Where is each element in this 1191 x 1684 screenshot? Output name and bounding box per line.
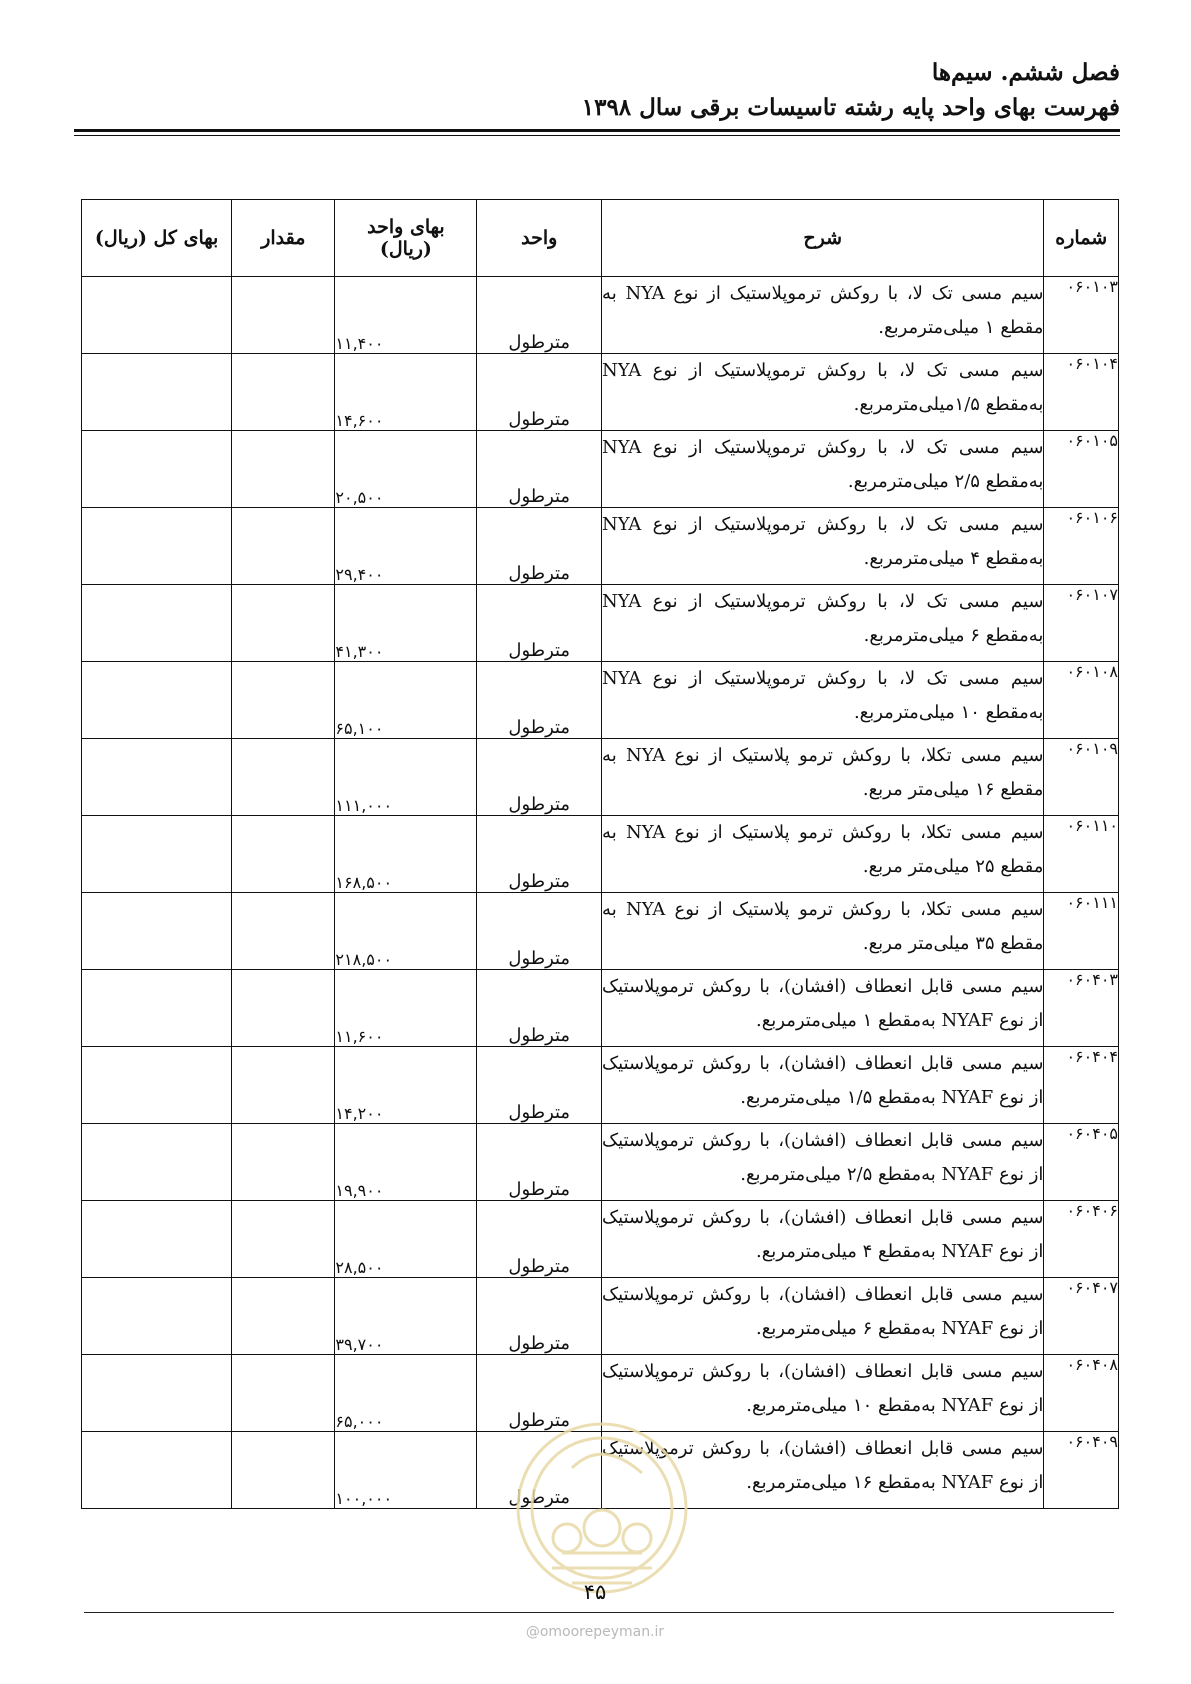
page-header — [76, 58, 1120, 124]
item-total-price — [82, 1201, 232, 1278]
item-description: سیم مسی قابل انعطاف (افشان)، با روکش ترموپلاستیک از نوع NYAF به‌مقطع ۲/۵ میلی‌مترمربع. — [602, 1124, 1044, 1201]
item-unit: مترطول — [477, 1047, 602, 1124]
item-unit: مترطول — [477, 816, 602, 893]
table-row — [82, 1124, 1119, 1201]
item-total-price — [82, 277, 232, 354]
item-quantity — [232, 739, 335, 816]
footer-rule — [84, 1612, 1114, 1613]
table-row — [82, 970, 1119, 1047]
item-description: سیم مسی تک لا، با روکش ترموپلاستیک از نوع NYA به‌مقطع ۴ میلی‌مترمربع. — [602, 508, 1044, 585]
header-code: شماره — [1044, 200, 1119, 277]
item-unit-price: ۱۶۸,۵۰۰ — [335, 816, 477, 893]
item-unit-price: ۲۱۸,۵۰۰ — [335, 893, 477, 970]
item-total-price — [82, 508, 232, 585]
item-description: سیم مسی قابل انعطاف (افشان)، با روکش ترموپلاستیک از نوع NYAF به‌مقطع ۱۶ میلی‌مترمربع. — [602, 1432, 1044, 1509]
item-code: ۰۶۰۱۱۰ — [1044, 816, 1119, 893]
item-quantity — [232, 431, 335, 508]
item-unit-price: ۲۹,۴۰۰ — [335, 508, 477, 585]
table-row — [82, 1201, 1119, 1278]
table-body — [82, 277, 1119, 1509]
item-quantity — [232, 508, 335, 585]
item-description: سیم مسی قابل انعطاف (افشان)، با روکش ترموپلاستیک از نوع NYAF به‌مقطع ۴ میلی‌مترمربع. — [602, 1201, 1044, 1278]
table-row — [82, 739, 1119, 816]
table-row — [82, 431, 1119, 508]
table-row — [82, 816, 1119, 893]
item-unit-price: ۱۴,۲۰۰ — [335, 1047, 477, 1124]
item-quantity — [232, 662, 335, 739]
website-watermark: @omoorepeyman.ir — [525, 1624, 665, 1640]
item-total-price — [82, 1124, 232, 1201]
header-rule-thick — [74, 129, 1120, 132]
item-description: سیم مسی تک لا، با روکش ترموپلاستیک از نوع NYA به‌مقطع ۲/۵ میلی‌مترمربع. — [602, 431, 1044, 508]
item-unit: مترطول — [477, 277, 602, 354]
item-quantity — [232, 354, 335, 431]
item-description: سیم مسی تکلا، با روکش ترمو پلاستیک از نوع NYA به مقطع ۳۵ میلی‌متر مربع. — [602, 893, 1044, 970]
item-unit: مترطول — [477, 1278, 602, 1355]
item-quantity — [232, 893, 335, 970]
item-unit: مترطول — [477, 970, 602, 1047]
item-code: ۰۶۰۱۱۱ — [1044, 893, 1119, 970]
chapter-title: فصل ششم. سیم‌ها — [931, 59, 1120, 86]
item-unit: مترطول — [477, 739, 602, 816]
item-code: ۰۶۰۱۰۹ — [1044, 739, 1119, 816]
document-subtitle: فهرست بهای واحد پایه رشته تاسیسات برقی سال ۱۳۹۸ — [581, 94, 1120, 121]
item-unit-price: ۱۱,۶۰۰ — [335, 970, 477, 1047]
price-table — [81, 199, 1119, 1509]
item-quantity — [232, 277, 335, 354]
table-row — [82, 585, 1119, 662]
item-code: ۰۶۰۱۰۳ — [1044, 277, 1119, 354]
item-unit-price: ۱۱۱,۰۰۰ — [335, 739, 477, 816]
item-unit-price: ۶۵,۰۰۰ — [335, 1355, 477, 1432]
item-total-price — [82, 970, 232, 1047]
table-row — [82, 277, 1119, 354]
item-code: ۰۶۰۱۰۷ — [1044, 585, 1119, 662]
item-total-price — [82, 1355, 232, 1432]
item-unit: مترطول — [477, 585, 602, 662]
item-quantity — [232, 970, 335, 1047]
item-total-price — [82, 893, 232, 970]
item-quantity — [232, 1124, 335, 1201]
item-total-price — [82, 1278, 232, 1355]
item-description: سیم مسی قابل انعطاف (افشان)، با روکش ترموپلاستیک از نوع NYAF به‌مقطع ۶ میلی‌مترمربع. — [602, 1278, 1044, 1355]
item-total-price — [82, 739, 232, 816]
item-description: سیم مسی تک لا، با روکش ترموپلاستیک از نوع NYA به‌مقطع ۱/۵میلی‌مترمربع. — [602, 354, 1044, 431]
table-row — [82, 662, 1119, 739]
item-unit: مترطول — [477, 1201, 602, 1278]
item-description: سیم مسی تکلا، با روکش ترمو پلاستیک از نوع NYA به مقطع ۱۶ میلی‌متر مربع. — [602, 739, 1044, 816]
table-row — [82, 1047, 1119, 1124]
header-description: شرح — [602, 200, 1044, 277]
item-quantity — [232, 585, 335, 662]
item-unit-price: ۱۹,۹۰۰ — [335, 1124, 477, 1201]
item-description: سیم مسی تکلا، با روکش ترمو پلاستیک از نوع NYA به مقطع ۲۵ میلی‌متر مربع. — [602, 816, 1044, 893]
header-unit-price — [335, 200, 477, 277]
item-description: سیم مسی قابل انعطاف (افشان)، با روکش ترموپلاستیک از نوع NYAF به‌مقطع ۱ میلی‌مترمربع. — [602, 970, 1044, 1047]
header-unit: واحد — [477, 200, 602, 277]
item-unit: مترطول — [477, 508, 602, 585]
item-unit-price: ۱۴,۶۰۰ — [335, 354, 477, 431]
table-row — [82, 893, 1119, 970]
item-code: ۰۶۰۱۰۴ — [1044, 354, 1119, 431]
item-code: ۰۶۰۴۰۹ — [1044, 1432, 1119, 1509]
item-description: سیم مسی قابل انعطاف (افشان)، با روکش ترموپلاستیک از نوع NYAF به‌مقطع ۱/۵ میلی‌مترمربع. — [602, 1047, 1044, 1124]
page-number: ۴۵ — [583, 1580, 607, 1604]
item-unit-price: ۲۰,۵۰۰ — [335, 431, 477, 508]
item-unit: مترطول — [477, 893, 602, 970]
item-code: ۰۶۰۴۰۷ — [1044, 1278, 1119, 1355]
item-description: سیم مسی تک لا، با روکش ترموپلاستیک از نوع NYA به مقطع ۱ میلی‌مترمربع. — [602, 277, 1044, 354]
item-quantity — [232, 1355, 335, 1432]
item-total-price — [82, 431, 232, 508]
item-unit: مترطول — [477, 1355, 602, 1432]
item-unit-price: ۱۰۰,۰۰۰ — [335, 1432, 477, 1509]
item-code: ۰۶۰۱۰۵ — [1044, 431, 1119, 508]
item-unit: مترطول — [477, 1432, 602, 1509]
item-code: ۰۶۰۴۰۵ — [1044, 1124, 1119, 1201]
item-unit-price: ۱۱,۴۰۰ — [335, 277, 477, 354]
item-code: ۰۶۰۴۰۶ — [1044, 1201, 1119, 1278]
item-total-price — [82, 1432, 232, 1509]
item-code: ۰۶۰۱۰۶ — [1044, 508, 1119, 585]
item-quantity — [232, 816, 335, 893]
item-code: ۰۶۰۴۰۸ — [1044, 1355, 1119, 1432]
item-quantity — [232, 1201, 335, 1278]
header-unit-price-line2: (ریال) — [379, 238, 432, 260]
stamp-seal-icon — [512, 1418, 692, 1598]
item-unit: مترطول — [477, 662, 602, 739]
item-total-price — [82, 585, 232, 662]
table-row — [82, 508, 1119, 585]
item-description: سیم مسی قابل انعطاف (افشان)، با روکش ترموپلاستیک از نوع NYAF به‌مقطع ۱۰ میلی‌مترمربع. — [602, 1355, 1044, 1432]
item-description: سیم مسی تک لا، با روکش ترموپلاستیک از نوع NYA به‌مقطع ۶ میلی‌مترمربع. — [602, 585, 1044, 662]
table-row — [82, 354, 1119, 431]
item-total-price — [82, 662, 232, 739]
item-unit-price: ۳۹,۷۰۰ — [335, 1278, 477, 1355]
table-row — [82, 1278, 1119, 1355]
item-quantity — [232, 1047, 335, 1124]
table-header-row — [82, 200, 1119, 277]
item-total-price — [82, 816, 232, 893]
header-rule-thin — [74, 135, 1120, 136]
item-unit: مترطول — [477, 1124, 602, 1201]
item-description: سیم مسی تک لا، با روکش ترموپلاستیک از نوع NYA به‌مقطع ۱۰ میلی‌مترمربع. — [602, 662, 1044, 739]
item-total-price — [82, 354, 232, 431]
item-code: ۰۶۰۱۰۸ — [1044, 662, 1119, 739]
header-quantity: مقدار — [232, 200, 335, 277]
header-total-price: بهای کل (ریال) — [82, 200, 232, 277]
item-code: ۰۶۰۴۰۳ — [1044, 970, 1119, 1047]
item-unit-price: ۲۸,۵۰۰ — [335, 1201, 477, 1278]
item-unit-price: ۶۵,۱۰۰ — [335, 662, 477, 739]
header-unit-price-line1: بهای واحد — [367, 216, 445, 238]
item-code: ۰۶۰۴۰۴ — [1044, 1047, 1119, 1124]
item-unit-price: ۴۱,۳۰۰ — [335, 585, 477, 662]
item-total-price — [82, 1047, 232, 1124]
item-quantity — [232, 1432, 335, 1509]
item-unit: مترطول — [477, 431, 602, 508]
item-quantity — [232, 1278, 335, 1355]
item-unit: مترطول — [477, 354, 602, 431]
